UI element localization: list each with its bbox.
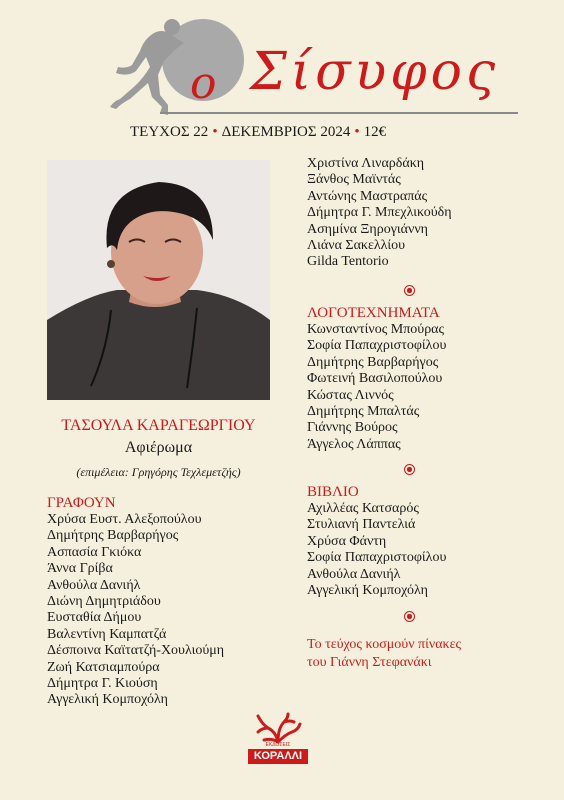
literature-section <box>307 304 537 453</box>
title-article: ο <box>190 58 217 109</box>
list-item: Στυλιανή Παντελιά <box>307 517 416 533</box>
list-item: Δημήτρης Βαρβαρήγος <box>307 354 439 370</box>
list-item: Ευσταθία Δήμου <box>47 610 142 626</box>
list-item: Ανθούλα Δανιήλ <box>307 566 401 582</box>
contributors-heading: ΓΡΑΦΟΥΝ <box>47 495 116 511</box>
divider-literature <box>307 285 537 296</box>
feature-subtitle: Αφιέρωμα <box>124 439 193 456</box>
contributors-list-left <box>47 512 287 709</box>
literature-heading: ΛΟΓΟΤΕΧΝΗΜΑΤΑ <box>307 305 440 321</box>
list-item: Φωτεινή Βασιλοπούλου <box>307 371 443 387</box>
book-section <box>307 483 537 599</box>
list-item: Χρύσα Φάντη <box>307 533 387 549</box>
publisher-small-label: ΕΚΔΟΣΕΙΣ <box>265 742 291 748</box>
right-column-contributors <box>307 156 537 271</box>
list-item: Δέσποινα Καϊτατζή-Χουλιούμη <box>47 643 225 659</box>
list-item: Αχιλλέας Κατσαρός <box>307 501 419 516</box>
issue-date: ΔΕΚΕΜΒΡΙΟΣ 2024 <box>221 124 351 140</box>
list-item: Gilda Tentorio <box>307 254 389 270</box>
feature-name: ΤΑΣΟΥΛΑ ΚΑΡΑΓΕΩΡΓΙΟΥ <box>61 417 256 434</box>
list-item: Αντώνης Μαστραπάς <box>307 188 428 204</box>
list-item: Λιάνα Σακελλίου <box>307 238 406 254</box>
list-item: Ασημίνα Ξηρογιάννη <box>307 221 428 237</box>
paintings-line-1: Το τεύχος κοσμούν πίνακες <box>307 637 462 652</box>
list-item: Αγγελική Κομποχόλη <box>47 692 168 708</box>
list-item: Χρύσα Ευστ. Αλεξοπούλου <box>47 512 202 527</box>
list-item: Αγγελική Κομποχόλη <box>307 583 428 599</box>
contributors-list-right <box>307 156 537 271</box>
list-item: Διώνη Δημητριάδου <box>47 594 161 610</box>
magazine-title: Σίσυφος <box>250 42 500 102</box>
masthead-rule <box>160 112 518 114</box>
red-bullet-icon <box>404 285 415 296</box>
literature-list <box>307 322 537 453</box>
paintings-line-2: του Γιάννη Στεφανάκι <box>307 655 432 670</box>
list-item: Σοφία Παπαχριστοφίλου <box>307 550 447 566</box>
list-item: Βαλεντίνη Καμπατζά <box>47 626 167 642</box>
list-item: Δήμητρα Γ. Κιούση <box>47 676 158 692</box>
red-bullet-icon <box>404 611 415 622</box>
publisher-logo <box>248 712 308 764</box>
list-item: Δημήτρης Μπαλτάς <box>307 404 420 420</box>
list-item: Κώστας Λιννός <box>307 387 394 403</box>
list-item: Άγγελος Λάππας <box>307 436 401 452</box>
issue-info <box>130 124 530 141</box>
publisher-name: ΚΟΡΑΛΛΙ <box>248 749 308 764</box>
list-item: Χριστίνα Λιναρδάκη <box>307 156 425 171</box>
left-column <box>47 416 287 709</box>
paintings-note <box>307 636 537 672</box>
list-item: Δήμητρα Γ. Μπεχλικούδη <box>307 205 452 221</box>
issue-price: 12€ <box>363 124 387 140</box>
list-item: Δημήτρης Βαρβαρήγος <box>47 528 179 544</box>
separator-dot: • <box>212 124 218 140</box>
feature-editor: (επιμέλεια: Γρηγόρης Τεχλεμετζής) <box>76 465 241 479</box>
issue-number: ΤΕΥΧΟΣ 22 <box>130 124 209 140</box>
list-item: Γιάννης Βούρος <box>307 420 398 436</box>
separator-dot: • <box>354 124 360 140</box>
divider-book <box>307 464 537 475</box>
book-heading: ΒΙΒΛΙΟ <box>307 484 359 500</box>
divider-paintings <box>307 611 537 622</box>
portrait-photo <box>47 160 270 400</box>
list-item: Άννα Γρίβα <box>47 561 113 577</box>
list-item: Σοφία Παπαχριστοφίλου <box>307 338 447 354</box>
coral-icon <box>248 712 308 744</box>
sisyphus-logo-icon <box>60 5 260 115</box>
list-item: Ανθούλα Δανιήλ <box>47 577 141 593</box>
list-item: Κωνσταντίνος Μπούρας <box>307 322 445 337</box>
book-list <box>307 501 537 599</box>
list-item: Ασπασία Γκιόκα <box>47 544 142 560</box>
red-bullet-icon <box>404 464 415 475</box>
list-item: Ξάνθος Μαϊντάς <box>307 172 401 188</box>
list-item: Ζωή Κατσιαμπούρα <box>47 659 160 675</box>
